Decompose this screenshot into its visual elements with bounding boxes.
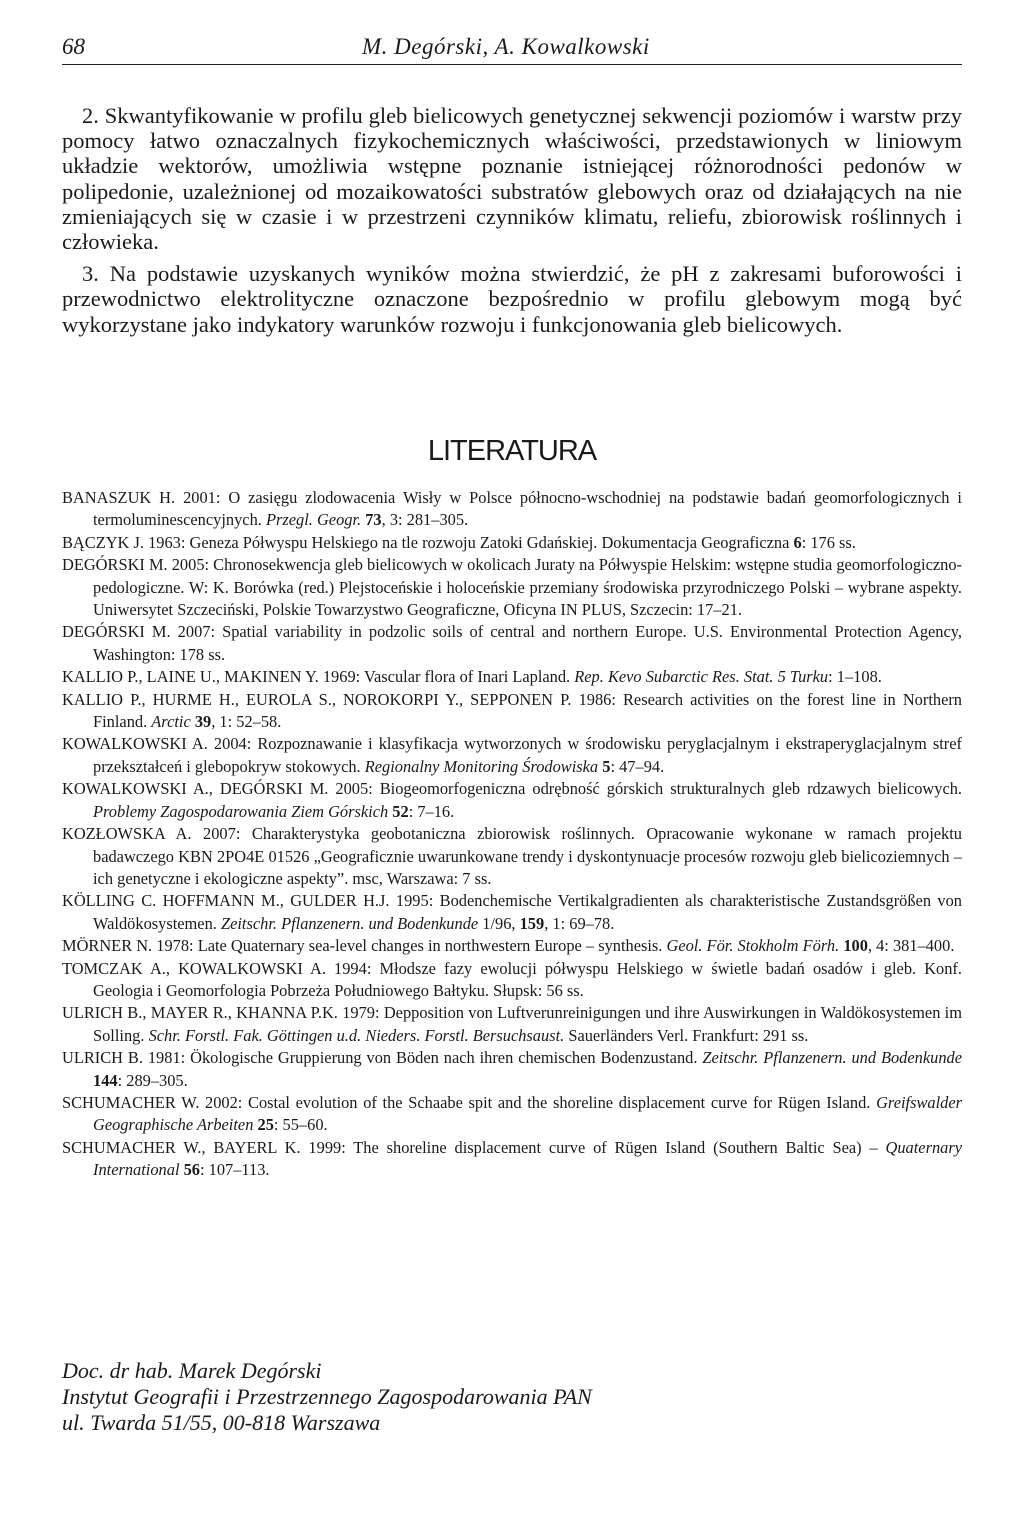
reference-author: SCHUMACHER W., BAYERL K. (62, 1137, 301, 1157)
reference-source: Regionalny Monitoring Środowiska (364, 756, 599, 776)
reference-text: : 47–94. (610, 756, 665, 776)
reference-entry (62, 823, 962, 890)
reference-text: 1/96, (478, 913, 520, 933)
reference-entry (62, 487, 962, 532)
reference-volume: 52 (392, 801, 409, 821)
reference-list (62, 487, 962, 1182)
reference-volume: 5 (602, 756, 611, 776)
reference-entry (62, 1002, 962, 1047)
reference-text: 1979: Depposition von Luftverunreinigungen und ihre Auswirkungen in Waldökosystemen im Solling. (93, 1003, 962, 1045)
running-header (62, 30, 962, 65)
reference-source: Problemy Zagospodarowania Ziem Górskich (93, 801, 389, 821)
reference-text: , 3: 281–305. (381, 510, 469, 530)
reference-author: KOZŁOWSKA A. (62, 824, 192, 844)
reference-volume: 73 (365, 510, 382, 530)
reference-text: : 289–305. (117, 1070, 188, 1090)
reference-entry (62, 554, 962, 621)
reference-author: TOMCZAK A., KOWALKOWSKI A. (62, 958, 326, 978)
reference-text: 1978: Late Quaternary sea-level changes in northwestern Europe – synthesis. (152, 936, 667, 956)
conclusion-paragraph: 3. Na podstawie uzyskanych wyników można stwierdzić, że pH z zakresami buforowości i przewodnictwo elektrolityczne oznaczone bezpośrednio w profilu glebowym mogą być wykorzystane jako indykatory warunków rozwoju i funkcjonowania gleb bielicowych. (62, 261, 962, 337)
reference-author: DEGÓRSKI M. (62, 555, 168, 575)
reference-author: MÖRNER N. (62, 936, 153, 956)
address-line: Instytut Geografii i Przestrzennego Zagospodarowania PAN (62, 1384, 592, 1409)
reference-entry (62, 689, 962, 734)
reference-author: BANASZUK H. (62, 488, 176, 507)
reference-source: Zeitschr. Pflanzenern. und Bodenkunde (220, 913, 479, 933)
reference-text: 2007: Charakterystyka geobotaniczna zbiorowisk roślinnych. Opracowanie wykonane w ramach projektu badawczego KBN 2PO4E 01526 „Geograficznie uwarunkowane trendy i dyskontynuacje procesów rozwoju gleb bielicoziemnych – ich genetyczne i ekologiczne aspekty”. msc, Warszawa: 7 ss. (93, 824, 962, 888)
reference-text: : 1–108. (828, 667, 882, 687)
page-number: 68 (62, 34, 85, 59)
reference-source: Arctic (151, 712, 191, 732)
reference-entry (62, 621, 962, 666)
reference-entry (62, 666, 962, 688)
reference-text: 1969: Vascular flora of Inari Lapland. (318, 667, 575, 687)
reference-source: Rep. Kevo Subarctic Res. Stat. 5 Turku (574, 667, 829, 687)
reference-text: : 176 ss. (801, 532, 856, 552)
reference-text: 1999: The shoreline displacement curve of Rügen Island (Southern Baltic Sea) – (300, 1137, 886, 1157)
running-header-authors: M. Degórski, A. Kowalkowski (362, 34, 650, 59)
reference-source: Greifswalder Geographische Arbeiten (93, 1092, 962, 1135)
reference-text: : 55–60. (273, 1115, 328, 1135)
reference-author: KOWALKOWSKI A., DEGÓRSKI M. (62, 779, 329, 799)
reference-entry (62, 733, 962, 778)
address-line: ul. Twarda 51/55, 00-818 Warszawa (62, 1410, 381, 1435)
reference-text: 2004: Rozpoznawanie i klasyfikacja wytworzonych w środowisku peryglacjalnym i ekstraperyglacjalnym stref przekształceń i glebopokryw stokowych. (93, 734, 962, 776)
reference-volume: 159 (519, 913, 545, 933)
reference-entry (62, 1137, 962, 1182)
reference-author: SCHUMACHER W. (62, 1092, 200, 1112)
reference-text: 2001: O zasięgu zlodowacenia Wisły w Polsce północno-wschodniej na podstawie badań geomorfologicznych i termoluminescencyjnych. (93, 488, 962, 530)
reference-volume: 144 (93, 1070, 118, 1090)
reference-volume: 56 (183, 1160, 200, 1180)
reference-entry (62, 890, 962, 935)
reference-source: Przegl. Geogr. (265, 510, 362, 530)
reference-source: Zeitschr. Pflanzenern. und Bodenkunde (702, 1048, 962, 1068)
reference-volume: 39 (194, 712, 212, 732)
reference-author: DEGÓRSKI M. (62, 622, 171, 642)
reference-author: BĄCZYK J. (62, 532, 144, 552)
address-line: Doc. dr hab. Marek Degórski (62, 1358, 322, 1383)
reference-text: : 7–16. (408, 801, 455, 821)
reference-source: Quaternary International (93, 1137, 962, 1180)
reference-text: 1995: Bodenchemische Vertikalgradienten als charakteristische Zustandsgrößen von Waldökosystemen. (93, 891, 962, 933)
reference-entry (62, 935, 962, 957)
reference-entry (62, 1092, 962, 1137)
reference-volume: 100 (843, 936, 868, 956)
reference-text: , 4: 381–400. (867, 936, 955, 956)
reference-text: 2007: Spatial variability in podzolic soils of central and northern Europe. U.S. Environmental Protection Agency, Washington: 178 ss. (93, 622, 962, 664)
reference-source: Geol. För. Stokholm Förh. (666, 936, 840, 956)
reference-entry (62, 532, 962, 554)
reference-author: KOWALKOWSKI A. (62, 734, 208, 754)
section-heading: LITERATURA (427, 435, 597, 467)
reference-text: : 107–113. (200, 1160, 270, 1180)
reference-text: 2005: Chronosekwencja gleb bielicowych w okolicach Juraty na Półwyspie Helskim: wstępne studia geomorfologiczno-pedologiczne. W: K. Borówka (red.) Plejstoceńskie i holoceńskie przemiany środowiska przyrodniczego Polski – wybrane aspekty. Uniwersytet Szczeciński, Polskie Towarzystwo Geograficzne, Oficyna IN PLUS, Szczecin: 17–21. (93, 555, 962, 620)
reference-text: 2005: Biogeomorfogeniczna odrębność górskich strukturalnych gleb rdzawych bielicowych. (328, 779, 963, 799)
reference-entry (62, 778, 962, 823)
reference-text: Sauerländers Verl. Frankfurt: 291 ss. (564, 1025, 809, 1045)
conclusion-paragraph: 2. Skwantyfikowanie w profilu gleb bielicowych genetycznej sekwencji poziomów i warstw przy pomocy łatwo oznaczalnych fizykochemicznych właściwości, przedstawionych w liniowym układzie wektorów, umożliwia wstępne poznanie istniejącej różnorodności pedonów w polipedonie, uzależnionej od mozaikowatości substratów glebowych oraz od działających na nie zmieniających się w czasie i w przestrzeni czynników klimatu, reliefu, zbiorowisk roślinnych i człowieka. (62, 103, 962, 255)
reference-author: ULRICH B., MAYER R., KHANNA P.K. (62, 1003, 338, 1023)
conclusions-body (62, 103, 962, 344)
reference-author: ULRICH B. (62, 1048, 143, 1068)
reference-entry (62, 958, 962, 1003)
reference-text: , 1: 52–58. (211, 712, 282, 732)
reference-text: 1963: Geneza Półwyspu Helskiego na tle rozwoju Zatoki Gdańskiej. Dokumentacja Geograficzna (143, 532, 794, 552)
reference-text: 1994: Młodsze fazy ewolucji półwyspu Helskiego w świetle badań osadów i gleb. Konf. Geologia i Geomorfologia Pobrzeża Południowego Bałtyku. Słupsk: 56 ss. (93, 958, 962, 1000)
reference-text: 1981: Ökologische Gruppierung von Böden nach ihren chemischen Bodenzustand. (142, 1048, 703, 1068)
reference-author: KALLIO P., LAINE U., MAKINEN Y. (62, 667, 319, 687)
reference-source: Schr. Forstl. Fak. Göttingen u.d. Nieders. Forstl. Bersuchsaust. (148, 1025, 565, 1045)
author-address (62, 1358, 962, 1436)
reference-text: 2002: Costal evolution of the Schaabe spit and the shoreline displacement curve for Rügen Island. (199, 1092, 877, 1112)
reference-text: , 1: 69–78. (544, 913, 615, 933)
reference-entry (62, 1047, 962, 1092)
reference-text: 1986: Research activities on the forest line in Northern Finland. (93, 689, 962, 732)
reference-volume: 6 (793, 532, 802, 552)
reference-author: KÖLLING C. HOFFMANN M., GULDER H.J. (62, 891, 390, 911)
reference-author: KALLIO P., HURME H., EUROLA S., NOROKORPI Y., SEPPONEN P. (62, 689, 572, 709)
reference-volume: 25 (257, 1115, 274, 1135)
